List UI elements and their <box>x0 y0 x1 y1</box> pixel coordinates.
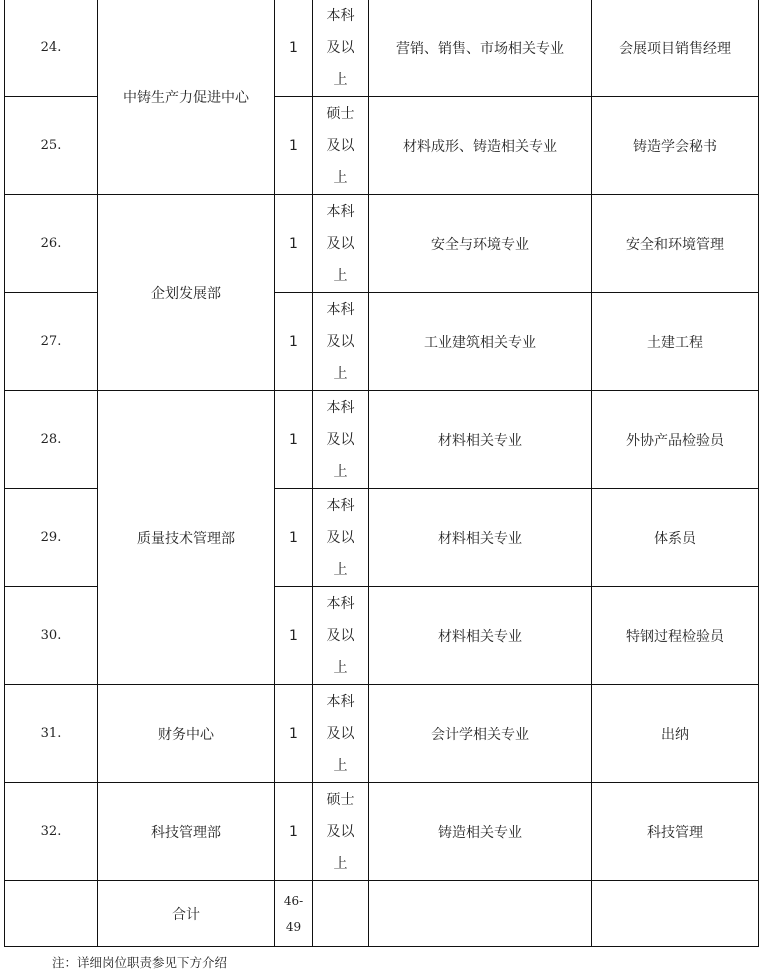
headcount-cell: 1 <box>275 0 313 97</box>
major-cell: 材料成形、铸造相关专业 <box>369 97 592 195</box>
department-cell: 财务中心 <box>98 685 275 783</box>
education-cell: 本科 及以 上 <box>313 685 369 783</box>
table-row <box>5 195 759 293</box>
education-cell: 本科 及以 上 <box>313 587 369 685</box>
education-cell: 本科 及以 上 <box>313 293 369 391</box>
department-cell: 科技管理部 <box>98 783 275 881</box>
major-cell: 材料相关专业 <box>369 391 592 489</box>
position-cell: 外协产品检验员 <box>592 391 759 489</box>
major-cell: 材料相关专业 <box>369 489 592 587</box>
total-count: 46- 49 <box>275 881 313 947</box>
major-cell: 铸造相关专业 <box>369 783 592 881</box>
total-label: 合计 <box>98 881 275 947</box>
position-cell: 出纳 <box>592 685 759 783</box>
total-row <box>5 881 759 947</box>
total-empty-cell <box>313 881 369 947</box>
education-cell: 本科 及以 上 <box>313 489 369 587</box>
major-cell: 营销、销售、市场相关专业 <box>369 0 592 97</box>
education-cell: 硕士 及以 上 <box>313 783 369 881</box>
major-cell: 材料相关专业 <box>369 587 592 685</box>
row-number: 25. <box>5 97 98 195</box>
department-cell: 中铸生产力促进中心 <box>98 0 275 195</box>
row-number: 28. <box>5 391 98 489</box>
table-row <box>5 783 759 881</box>
headcount-cell: 1 <box>275 783 313 881</box>
recruitment-table <box>4 0 759 947</box>
headcount-cell: 1 <box>275 587 313 685</box>
major-cell: 安全与环境专业 <box>369 195 592 293</box>
position-cell: 会展项目销售经理 <box>592 0 759 97</box>
position-cell: 安全和环境管理 <box>592 195 759 293</box>
headcount-cell: 1 <box>275 195 313 293</box>
total-empty-cell <box>592 881 759 947</box>
position-cell: 铸造学会秘书 <box>592 97 759 195</box>
position-cell: 体系员 <box>592 489 759 587</box>
education-cell: 硕士 及以 上 <box>313 97 369 195</box>
headcount-cell: 1 <box>275 489 313 587</box>
education-cell: 本科 及以 上 <box>313 195 369 293</box>
position-cell: 科技管理 <box>592 783 759 881</box>
table-row <box>5 391 759 489</box>
major-cell: 工业建筑相关专业 <box>369 293 592 391</box>
row-number: 24. <box>5 0 98 97</box>
headcount-cell: 1 <box>275 97 313 195</box>
row-number: 31. <box>5 685 98 783</box>
position-cell: 土建工程 <box>592 293 759 391</box>
row-number: 29. <box>5 489 98 587</box>
department-cell: 企划发展部 <box>98 195 275 391</box>
row-number: 32. <box>5 783 98 881</box>
table-row <box>5 0 759 97</box>
major-cell: 会计学相关专业 <box>369 685 592 783</box>
headcount-cell: 1 <box>275 685 313 783</box>
row-number: 30. <box>5 587 98 685</box>
total-empty-cell <box>5 881 98 947</box>
position-cell: 特钢过程检验员 <box>592 587 759 685</box>
footnote: 注：详细岗位职责参见下方介绍 <box>52 955 228 970</box>
headcount-cell: 1 <box>275 391 313 489</box>
headcount-cell: 1 <box>275 293 313 391</box>
table-row <box>5 685 759 783</box>
row-number: 27. <box>5 293 98 391</box>
department-cell: 质量技术管理部 <box>98 391 275 685</box>
row-number: 26. <box>5 195 98 293</box>
education-cell: 本科 及以 上 <box>313 391 369 489</box>
total-empty-cell <box>369 881 592 947</box>
education-cell: 本科 及以 上 <box>313 0 369 97</box>
